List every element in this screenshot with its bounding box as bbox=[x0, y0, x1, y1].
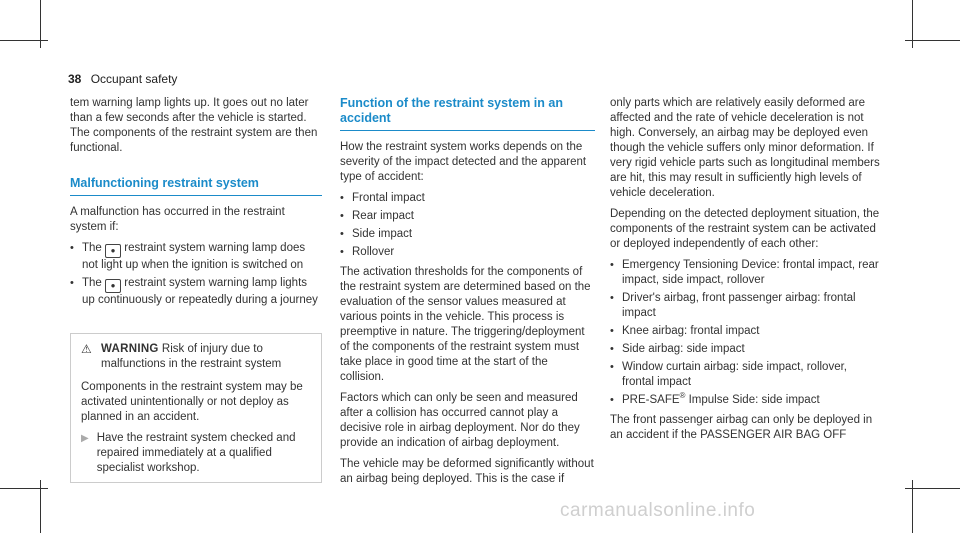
airbag-warning-icon: ● bbox=[105, 244, 121, 258]
list-item: • Frontal impact bbox=[340, 191, 595, 206]
heading-rule bbox=[340, 130, 595, 131]
list-item: • Emergency Tensioning Device: frontal impact, rear impact, side impact, rollover bbox=[610, 258, 880, 288]
list-item: • Driver's airbag, front passenger airbag: frontal impact bbox=[610, 291, 880, 321]
paragraph: A malfunction has occurred in the restraint system if: bbox=[70, 206, 285, 233]
page-header bbox=[68, 72, 177, 86]
warning-text: Risk of injury due to malfunctions in the restraint system bbox=[101, 343, 282, 370]
arrow-right-icon: ▶ bbox=[81, 433, 89, 444]
page-number: 38 bbox=[68, 72, 82, 86]
list-item: • PRE-SAFE® Impulse Side: side impact bbox=[610, 393, 880, 408]
column-right bbox=[610, 96, 880, 449]
warning-step: ▶ Have the restraint system checked and repaired immediately at a qualified specialist workshop. bbox=[81, 432, 296, 474]
paragraph: Factors which can only be seen and measured after a collision has occurred cannot play a decisive role in airbag deployment. Nor do they provide an indication of airbag deployment. bbox=[340, 392, 580, 449]
column-middle bbox=[340, 96, 595, 493]
crop-mark bbox=[0, 488, 48, 489]
list-item: • The ● restraint system warning lamp does not light up when the ignition is switched on bbox=[70, 241, 322, 273]
list-item: • Side impact bbox=[340, 227, 595, 242]
section-heading: Function of the restraint system in an accident bbox=[340, 96, 563, 125]
warning-title: WARNING bbox=[101, 343, 159, 355]
list-item: • The ● restraint system warning lamp lights up continuously or repeatedly during a journey bbox=[70, 276, 322, 308]
list-item: • Knee airbag: frontal impact bbox=[610, 324, 880, 339]
section-title: Occupant safety bbox=[90, 72, 178, 86]
warning-box bbox=[70, 333, 322, 483]
warning-triangle-icon: ⚠ bbox=[81, 342, 92, 356]
intro-paragraph: tem warning lamp lights up. It goes out no later than a few seconds after the vehicle is started. The components of the restraint system are then functional. bbox=[70, 97, 318, 154]
section-heading: Malfunctioning restraint system bbox=[70, 176, 259, 190]
crop-mark bbox=[905, 40, 960, 41]
paragraph: only parts which are relatively easily deformed are affected and the rate of vehicle deceleration is not high. Conversely, an airbag may be deployed even though the vehicle suffers only minor deformation. If very rigid vehicle parts such as longitudinal members are hit, this may result in sufficiently high levels of vehicle deceleration. bbox=[610, 97, 880, 199]
list-item: • Side airbag: side impact bbox=[610, 342, 880, 357]
airbag-warning-icon: ● bbox=[105, 279, 121, 293]
heading-rule bbox=[70, 195, 322, 196]
list-item: • Rear impact bbox=[340, 209, 595, 224]
paragraph: How the restraint system works depends on the severity of the impact detected and the apparent type of accident: bbox=[340, 141, 587, 183]
paragraph: The front passenger airbag can only be deployed in an accident if the PASSENGER AIR BAG OFF bbox=[610, 414, 873, 441]
crop-mark bbox=[905, 488, 960, 489]
list-item: • Rollover bbox=[340, 245, 595, 260]
bullet-list bbox=[70, 241, 322, 308]
paragraph: The vehicle may be deformed significantly without an airbag being deployed. This is the case if bbox=[340, 458, 594, 485]
paragraph: The activation thresholds for the components of the restraint system are determined based on the evaluation of the sensor values measured at various points in the vehicle. This process is preemptive in nature. The triggering/deployment of the components of the restraint system must take place in good time at the start of the collision. bbox=[340, 266, 591, 383]
column-left bbox=[70, 96, 322, 483]
warning-body: Components in the restraint system may be activated unintentionally or not deploy as planned in an accident. bbox=[81, 381, 303, 423]
bullet-list bbox=[340, 191, 595, 260]
watermark: carmanualsonline.info bbox=[560, 500, 756, 521]
paragraph: Depending on the detected deployment situation, the components of the restraint system can be activated or deployed independently of each other: bbox=[610, 208, 880, 250]
list-item: • Window curtain airbag: side impact, rollover, frontal impact bbox=[610, 360, 880, 390]
crop-mark bbox=[0, 40, 48, 41]
bullet-list bbox=[610, 258, 880, 408]
